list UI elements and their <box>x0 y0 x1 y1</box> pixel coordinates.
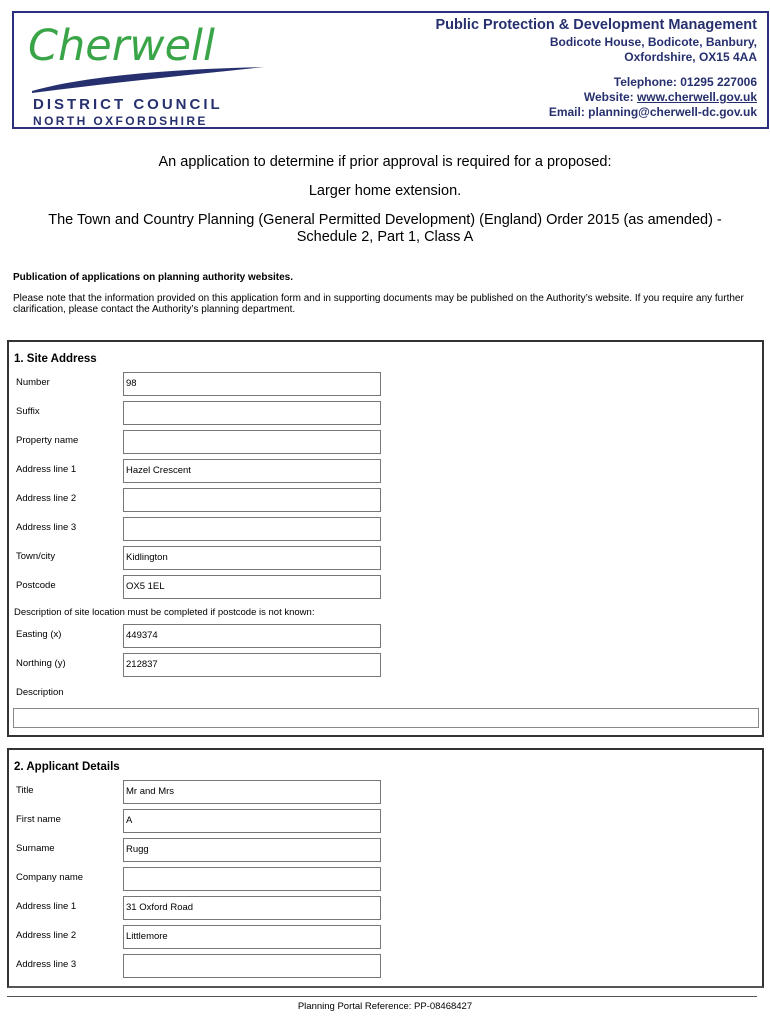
field-label: Property name <box>16 435 79 446</box>
field-row <box>9 546 762 570</box>
footer-divider <box>7 996 757 997</box>
address-line-2-field[interactable]: Littlemore <box>123 925 381 949</box>
field-row <box>9 430 762 454</box>
section-title: 1. Site Address <box>14 353 97 365</box>
address-line-1-field[interactable]: 31 Oxford Road <box>123 896 381 920</box>
easting-field[interactable]: 449374 <box>123 624 381 648</box>
field-label: Number <box>16 377 50 388</box>
letterhead <box>12 11 769 129</box>
field-label: Address line 3 <box>16 959 77 970</box>
field-row <box>9 653 762 677</box>
website-label: Website: <box>583 90 637 104</box>
field-label: Postcode <box>16 580 56 591</box>
publication-text: Please note that the information provided on this application form and in supporting documents may be published on the Authority’s website. If you require any further clarification, please contact the Authority’s planning department. <box>13 293 744 315</box>
surname-field[interactable]: Rugg <box>123 838 381 862</box>
field-label: Easting (x) <box>16 629 62 640</box>
title-line-3a: The Town and Country Planning (General Permitted Development) (England) Order 2015 (as amended) - <box>48 212 722 228</box>
form-title <box>10 154 760 246</box>
department-name: Public Protection & Development Management <box>435 17 757 33</box>
email[interactable]: Email: planning@cherwell-dc.gov.uk <box>548 105 757 119</box>
field-row <box>9 624 762 648</box>
field-label: Address line 2 <box>16 930 77 941</box>
website-link[interactable]: www.cherwell.gov.uk <box>636 90 757 104</box>
field-row <box>9 954 762 978</box>
section-title: 2. Applicant Details <box>14 761 120 773</box>
logo-north-oxfordshire: NORTH OXFORDSHIRE <box>33 114 208 128</box>
title-line-3b: Schedule 2, Part 1, Class A <box>296 229 474 245</box>
suffix-field[interactable] <box>123 401 381 425</box>
logo-district-council: DISTRICT COUNCIL <box>33 96 223 113</box>
field-label: Company name <box>16 872 84 883</box>
company-name-field[interactable] <box>123 867 381 891</box>
title-line-1: An application to determine if prior approval is required for a proposed: <box>158 154 612 170</box>
applicant-details-section <box>7 748 764 988</box>
field-row <box>9 896 762 920</box>
address-line-2-field[interactable] <box>123 488 381 512</box>
property-name-field[interactable] <box>123 430 381 454</box>
first-name-field[interactable]: A <box>123 809 381 833</box>
portal-reference: Planning Portal Reference: PP-08468427 <box>297 1001 473 1012</box>
council-contact <box>436 15 757 120</box>
field-row <box>9 459 762 483</box>
cherwell-logo <box>28 21 268 128</box>
publication-heading: Publication of applications on planning authority websites. <box>13 272 294 283</box>
field-label: First name <box>16 814 61 825</box>
field-label: Northing (y) <box>16 658 66 669</box>
location-note: Description of site location must be completed if postcode is not known: <box>14 607 315 618</box>
address-line-2: Oxfordshire, OX15 4AA <box>624 50 757 64</box>
title-line-2: Larger home extension. <box>308 183 462 199</box>
field-label: Town/city <box>16 551 56 562</box>
address-line-1-field[interactable]: Hazel Crescent <box>123 459 381 483</box>
address-line-1: Bodicote House, Bodicote, Banbury, <box>549 35 757 49</box>
field-row <box>9 809 762 833</box>
northing-field[interactable]: 212837 <box>123 653 381 677</box>
field-row <box>9 780 762 804</box>
telephone: Telephone: 01295 227006 <box>613 75 757 89</box>
description-label: Description <box>16 687 64 698</box>
field-label: Title <box>16 785 34 796</box>
field-row <box>9 517 762 541</box>
address-line-3-field[interactable] <box>123 517 381 541</box>
field-label: Surname <box>16 843 55 854</box>
number-field[interactable]: 98 <box>123 372 381 396</box>
field-row <box>9 867 762 891</box>
logo-swoosh-icon <box>28 61 268 95</box>
title-field[interactable]: Mr and Mrs <box>123 780 381 804</box>
field-row <box>9 575 762 599</box>
website-line <box>436 90 757 105</box>
field-label: Address line 3 <box>16 522 77 533</box>
logo-wordmark: Cherwell <box>28 21 215 71</box>
field-label: Address line 1 <box>16 901 77 912</box>
field-row <box>9 488 762 512</box>
field-row <box>9 401 762 425</box>
description-field[interactable] <box>13 708 759 728</box>
field-label: Suffix <box>16 406 40 417</box>
field-label: Address line 1 <box>16 464 77 475</box>
field-row <box>9 838 762 862</box>
site-address-section <box>7 340 764 737</box>
postcode-field[interactable]: OX5 1EL <box>123 575 381 599</box>
address-line-3-field[interactable] <box>123 954 381 978</box>
field-row <box>9 925 762 949</box>
field-row <box>9 372 762 396</box>
field-label: Address line 2 <box>16 493 77 504</box>
town-city-field[interactable]: Kidlington <box>123 546 381 570</box>
